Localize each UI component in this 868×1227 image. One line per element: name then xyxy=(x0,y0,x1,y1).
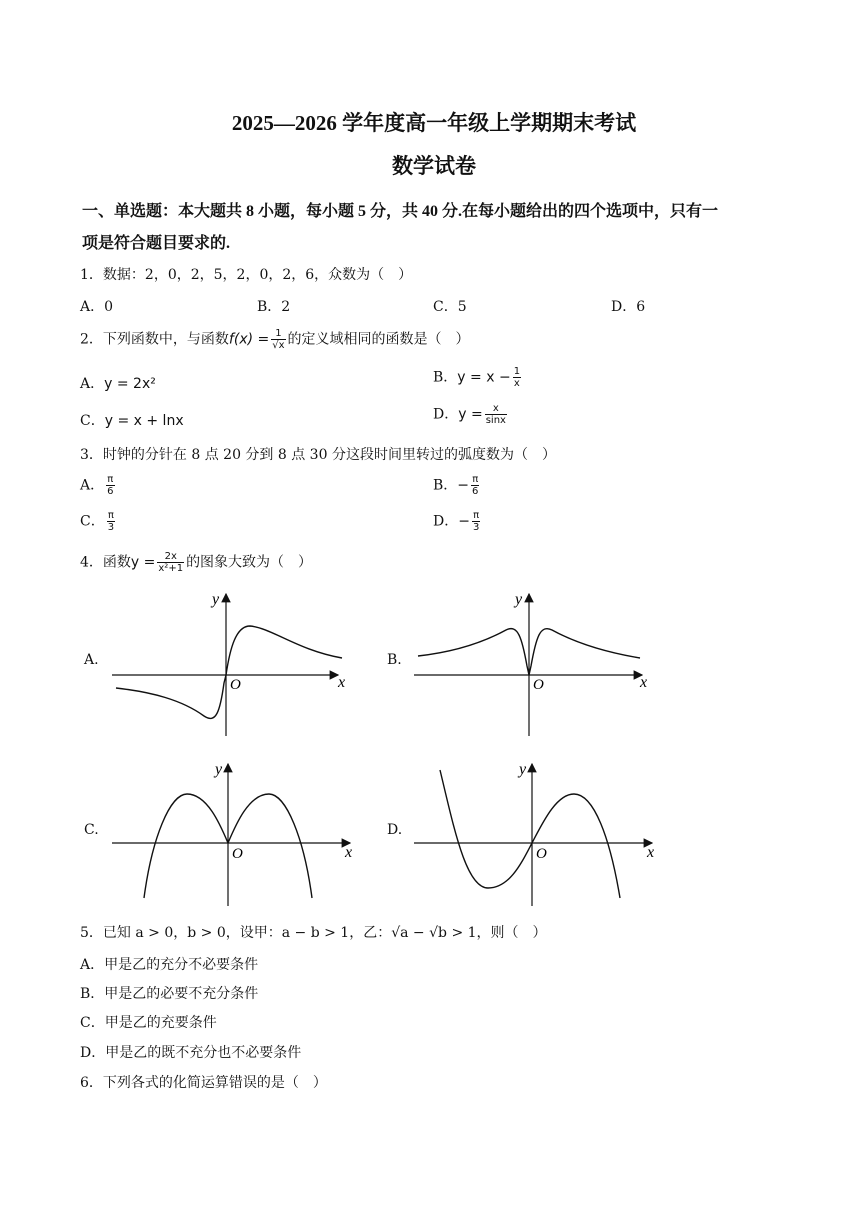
curve xyxy=(116,626,342,718)
q4-stem xyxy=(80,551,312,574)
q4-graph-c xyxy=(112,758,357,908)
q3-d-den: 3 xyxy=(472,522,480,533)
q3-option-d xyxy=(433,510,482,533)
q2-stem-fx: f(x) = xyxy=(228,331,270,348)
q3-a-den: 6 xyxy=(107,486,114,497)
q4-stem-num: 2x xyxy=(157,551,184,563)
q1-stem: 1．数据：2，0，2，5，2，0，2，6，众数为（ ） xyxy=(80,267,413,283)
q2-option-c xyxy=(80,410,184,430)
q3-d-frac xyxy=(472,510,480,533)
q5-stem: 5．已知 a > 0，b > 0，设甲：a − b > 1，乙：√a − √b > 1，则（ ） xyxy=(80,925,547,941)
q5-option-d: D．甲是乙的既不充分也不必要条件 xyxy=(80,1045,302,1061)
q2-a-label: A． xyxy=(80,376,105,392)
axis-x-label: x xyxy=(640,674,648,691)
origin-label: O xyxy=(230,677,241,693)
q5-option-b: B．甲是乙的必要不充分条件 xyxy=(80,986,259,1002)
q3-b-sign: − xyxy=(457,477,470,494)
axis-y-label: y xyxy=(519,761,527,778)
q6-stem: 6．下列各式的化简运算错误的是（ ） xyxy=(80,1075,327,1091)
q2-b-expr: y = x − xyxy=(457,369,511,386)
q3-c-den: 3 xyxy=(107,522,115,533)
q4-graph-a-label: A. xyxy=(84,652,99,668)
q4-stem-den: x²+1 xyxy=(158,563,184,574)
q3-c-num: π xyxy=(107,510,114,521)
origin-label: O xyxy=(533,677,544,693)
q4-graph-a xyxy=(112,588,352,738)
axis-y-label: y xyxy=(215,761,223,778)
q2-stem-post: 的定义域相同的函数是（ ） xyxy=(287,331,470,348)
section-heading-line2: 项是符合题目要求的. xyxy=(82,235,231,252)
q1-option-a: A．0 xyxy=(80,299,114,315)
q3-c-frac xyxy=(107,510,115,533)
origin-label: O xyxy=(536,846,547,862)
q3-b-frac xyxy=(471,474,479,497)
q2-option-a xyxy=(80,373,156,393)
q4-graph-c-label: C. xyxy=(84,822,99,838)
q2-option-b xyxy=(433,366,523,389)
q2-d-expr: y = xyxy=(458,406,483,423)
section-heading-line1: 一、单选题：本大题共 8 小题，每小题 5 分，共 40 分.在每小题给出的四个选项中，只有一 xyxy=(82,203,719,220)
q2-stem-num: 1 xyxy=(271,328,285,340)
q3-b-den: 6 xyxy=(472,486,479,497)
q1-option-c: C．5 xyxy=(433,299,467,315)
q2-stem-pre: 2．下列函数中，与函数 xyxy=(80,331,229,348)
axis-y-label: y xyxy=(212,591,220,608)
q4-stem-frac xyxy=(157,551,184,574)
q3-a-num: π xyxy=(107,474,114,485)
q2-a-expr: y = 2x² xyxy=(104,376,156,392)
q2-option-d xyxy=(433,403,509,426)
q2-d-num: x xyxy=(485,403,507,415)
q2-d-den: sinx xyxy=(485,415,506,426)
q2-b-den: x xyxy=(513,378,520,389)
q4-stem-pre: 4．函数 xyxy=(80,554,131,571)
q3-option-b xyxy=(433,474,481,497)
q3-d-num: π xyxy=(473,510,480,521)
q5-option-a: A．甲是乙的充分不必要条件 xyxy=(80,957,259,973)
q2-stem-frac xyxy=(271,328,285,351)
q2-b-label: B． xyxy=(433,369,458,386)
axis-y-label: y xyxy=(515,591,523,608)
axis-x-label: x xyxy=(338,674,346,691)
q5-option-c: C．甲是乙的充要条件 xyxy=(80,1015,217,1031)
q2-c-expr: y = x + lnx xyxy=(104,413,184,429)
q2-stem-den: √x xyxy=(272,340,285,351)
q3-d-label: D． xyxy=(433,513,459,530)
q3-option-c xyxy=(80,510,117,533)
q3-stem: 3．时钟的分针在 8 点 20 分到 8 点 30 分这段时间里转过的弧度数为（ ） xyxy=(80,447,556,463)
q2-b-frac xyxy=(513,366,521,389)
q1-option-b: B．2 xyxy=(257,299,291,315)
q1-option-d: D．6 xyxy=(611,299,646,315)
q4-graph-b xyxy=(414,588,654,738)
axis-x-label: x xyxy=(345,844,353,861)
q4-graph-d-label: D. xyxy=(387,822,403,838)
q2-b-num: 1 xyxy=(513,366,521,377)
q2-c-label: C． xyxy=(80,413,105,429)
curve xyxy=(440,770,620,898)
q3-d-sign: − xyxy=(458,513,470,530)
q4-graph-d xyxy=(414,758,659,908)
axis-x-label: x xyxy=(647,844,655,861)
q3-c-label: C． xyxy=(80,513,105,530)
q4-stem-post: 的图象大致为（ ） xyxy=(186,554,313,571)
q3-a-label: A． xyxy=(80,477,105,494)
q4-graph-b-label: B. xyxy=(387,652,402,668)
origin-label: O xyxy=(232,846,243,862)
q4-stem-y: y = xyxy=(130,554,156,571)
q3-b-num: π xyxy=(472,474,479,485)
q3-option-a xyxy=(80,474,117,497)
q2-d-label: D． xyxy=(433,406,459,423)
q3-a-frac xyxy=(106,474,114,497)
q2-d-frac xyxy=(485,403,507,426)
q2-stem xyxy=(80,328,470,351)
exam-subtitle: 数学试卷 xyxy=(392,154,476,178)
exam-title: 2025—2026 学年度高一年级上学期期末考试 xyxy=(231,111,637,135)
q3-b-label: B． xyxy=(433,477,458,494)
